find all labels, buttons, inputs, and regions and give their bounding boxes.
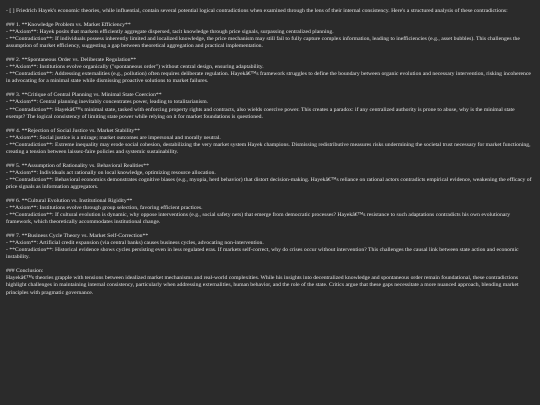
section-heading: ### 1. **Knowledge Problem vs. Market Efficiency**: [6, 22, 131, 29]
section-4: [6, 128, 534, 156]
conclusion-text: Hayekâ€™s theories grapple with tensions between idealized market mechanisms and real-world complexities. While his insights into decentralized knowledge and spontaneous order remain foundational, these contradictions highlight challenges in maintaining internal consistency, particularly when addressing externalities, human behavior, and the role of the state. Critics argue that these gaps necessitate a more nuanced approach, blending market principles with pragmatic governance.: [6, 275, 521, 296]
section-heading: ### 4. **Rejection of Social Justice vs. Market Stability**: [6, 127, 140, 134]
document-body: [6, 8, 534, 297]
section-7: [6, 233, 534, 261]
section-5: [6, 163, 534, 191]
axiom-text: - **Axiom**: Individuals act rationally on local knowledge, optimizing resource allocation.: [6, 169, 216, 176]
section-heading: ### 2. **Spontaneous Order vs. Deliberate Regulation**: [6, 57, 137, 64]
contradiction-text: - **Contradiction**: Hayekâ€™s minimal state, tasked with enforcing property rights and contracts, also wields coercive power. This creates a paradox: if any centralized authority is prone to abuse, why is the minimal state exempt? The logical consistency of limiting state power while relying on it for market foundations is questioned.: [6, 106, 517, 120]
section-heading: ### 7. **Business Cycle Theory vs. Market Self-Correction**: [6, 233, 149, 240]
section-heading: ### 3. **Critique of Central Planning vs. Minimal State Coercion**: [6, 92, 162, 99]
conclusion-section: [6, 268, 534, 296]
contradiction-text: - **Contradiction**: If individuals possess inherently limited and localized knowledge, the price mechanism may still fail to fully capture complex information, leading to inefficiencies (e.g., asset bubbles). This challenges the assumption of market efficiency, suggesting a gap between theoretical aggregation and practical implementation.: [6, 36, 522, 50]
contradiction-text: - **Contradiction**: Addressing externalities (e.g., pollution) often requires deliberate regulation. Hayekâ€™s framework struggles to define the boundary between organic evolution and necessary intervention, risking incoherence in advocating for a minimal state while dismissing proactive solutions to market failures.: [6, 71, 533, 85]
axiom-text: - **Axiom**: Artificial credit expansion (via central banks) causes business cycles, advocating non-intervention.: [6, 240, 264, 247]
section-heading: ### 5. **Assumption of Rationality vs. Behavioral Realities**: [6, 162, 149, 169]
axiom-text: - **Axiom**: Hayek posits that markets efficiently aggregate dispersed, tacit knowledge through price signals, surpassing centralized planning.: [6, 29, 334, 36]
section-2: [6, 57, 534, 85]
conclusion-heading: ### Conclusion:: [6, 268, 44, 275]
section-heading: ### 6. **Cultural Evolution vs. Institutional Rigidity**: [6, 197, 133, 204]
contradiction-text: - **Contradiction**: Behavioral economics demonstrates cognitive biases (e.g., myopia, herd behavior) that distort decision-making. Hayekâ€™s reliance on rational actors contradicts empirical evidence, weakening the efficacy of price signals as information aggregators.: [6, 176, 533, 190]
axiom-text: - **Axiom**: Central planning inevitably concentrates power, leading to totalitarianism.: [6, 99, 209, 106]
section-3: [6, 92, 534, 120]
axiom-text: - **Axiom**: Social justice is a mirage; market outcomes are impersonal and morally neutral.: [6, 134, 221, 141]
contradiction-text: - **Contradiction**: Historical evidence shows cycles persisting even in less regulated eras. If markets self-correct, why do crises occur without intervention? This challenges the causal link between state action and economic instability.: [6, 247, 520, 261]
axiom-text: - **Axiom**: Institutions evolve organically ("spontaneous order") without central design, ensuring adaptability.: [6, 64, 264, 71]
intro-paragraph: - [ ] Friedrich Hayek's economic theories, while influential, contain several potential logical contradictions when examined through the lens of their internal consistency. Here's a structured analysis of these contradictions:: [6, 8, 508, 14]
section-1: [6, 22, 534, 50]
contradiction-text: - **Contradiction**: Extreme inequality may erode social cohesion, destabilizing the very market system Hayek champions. Dismissing redistributive measures risks undermining the societal trust necessary for market functioning, creating a tension between laissez-faire policies and systemic sustainability.: [6, 141, 532, 155]
section-6: [6, 198, 534, 226]
axiom-text: - **Axiom**: Institutions evolve through group selection, favoring efficient practices.: [6, 205, 203, 212]
contradiction-text: - **Contradiction**: If cultural evolution is dynamic, why oppose interventions (e.g., social safety nets) that emerge from democratic processes? Hayekâ€™s resistance to such adaptations contradicts his own evolutionary framework, which theoretically accommodates institutional change.: [6, 212, 512, 226]
